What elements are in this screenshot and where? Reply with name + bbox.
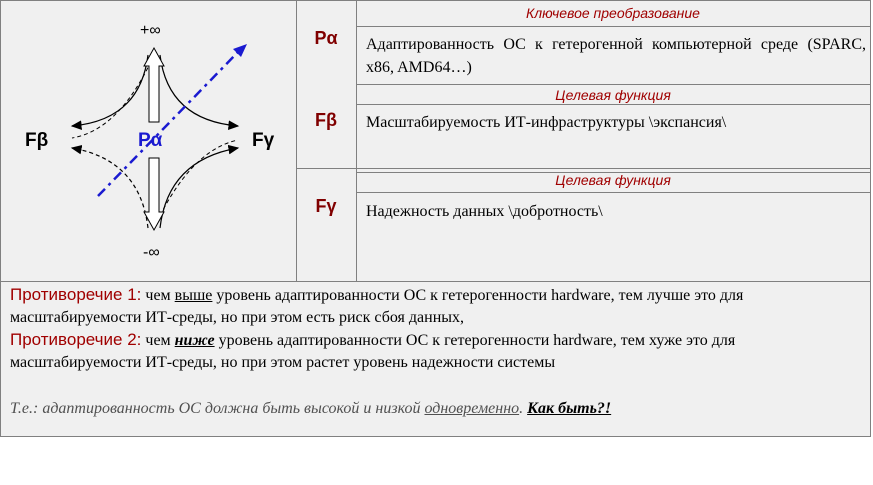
label-p-alpha: Pα — [138, 130, 163, 151]
row2-top-line — [356, 84, 871, 85]
conclusion-key: одновременно — [424, 400, 520, 417]
row3-header: Целевая функция — [555, 172, 671, 188]
row2-header: Целевая функция — [555, 87, 671, 103]
conclusion — [10, 400, 611, 418]
curve-bottom-right-solid — [160, 148, 238, 228]
row3-header-line — [356, 192, 871, 193]
contradiction-diagram — [0, 0, 296, 281]
contradiction-2 — [10, 329, 865, 374]
contradiction-1-pre: чем — [141, 287, 175, 304]
divider-symbols — [356, 0, 357, 281]
curve-bottom-left-dashed — [72, 148, 148, 228]
contradiction-2-text: уровень адаптированности ОС к гетерогенности hardware, тем хуже это для масштабируемости ИТ-среды, но при этом растет уровень надежности системы — [10, 332, 736, 371]
contradiction-1-label: Противоречие 1: — [10, 285, 142, 304]
row3-text: Надежность данных \добротность\ — [366, 203, 603, 220]
contradiction-2-label: Противоречие 2: — [10, 330, 142, 349]
row2-text: Масштабируемость ИТ-инфраструктуры \экспансия\ — [366, 114, 727, 131]
divider-diagram — [296, 0, 297, 281]
curve-top-left-dashed — [72, 55, 154, 138]
contradictions-block — [10, 284, 865, 374]
row2-symbol: Fβ — [315, 110, 337, 130]
conclusion-dot: . — [519, 400, 528, 417]
row3-symbol: Fγ — [315, 196, 337, 216]
label-f-gamma: Fγ — [252, 130, 275, 151]
conclusion-question: Как быть?! — [527, 400, 612, 417]
row1-text: Адаптированность ОС к гетерогенной компьютерной среде (SPARC, x86, AMD64…) — [366, 36, 866, 76]
label-f-beta: Fβ — [25, 130, 49, 151]
label-minus-infinity: -∞ — [143, 244, 160, 261]
curve-top-left — [72, 55, 148, 126]
contradiction-1 — [10, 284, 865, 329]
label-plus-infinity: +∞ — [140, 22, 161, 39]
row2-header-line — [356, 104, 871, 105]
divider-bottom — [0, 281, 871, 282]
row3-top-line — [296, 168, 871, 169]
row1-header-line — [356, 26, 871, 27]
contradiction-2-key: ниже — [174, 332, 215, 349]
contradiction-2-pre: чем — [141, 332, 175, 349]
row1-symbol: Pα — [314, 28, 338, 48]
contradiction-1-text: уровень адаптированности ОС к гетерогенности hardware, тем лучше это для масштабируемости ИТ-среды, но при этом есть риск сбоя данных, — [10, 287, 744, 326]
row1-header: Ключевое преобразование — [526, 5, 700, 21]
curve-bottom-right-dashed — [154, 140, 238, 228]
blue-axis-head — [233, 44, 247, 57]
contradiction-1-key: выше — [174, 287, 213, 304]
conclusion-pre: Т.е.: адаптированность ОС должна быть высокой и низкой — [10, 400, 425, 417]
